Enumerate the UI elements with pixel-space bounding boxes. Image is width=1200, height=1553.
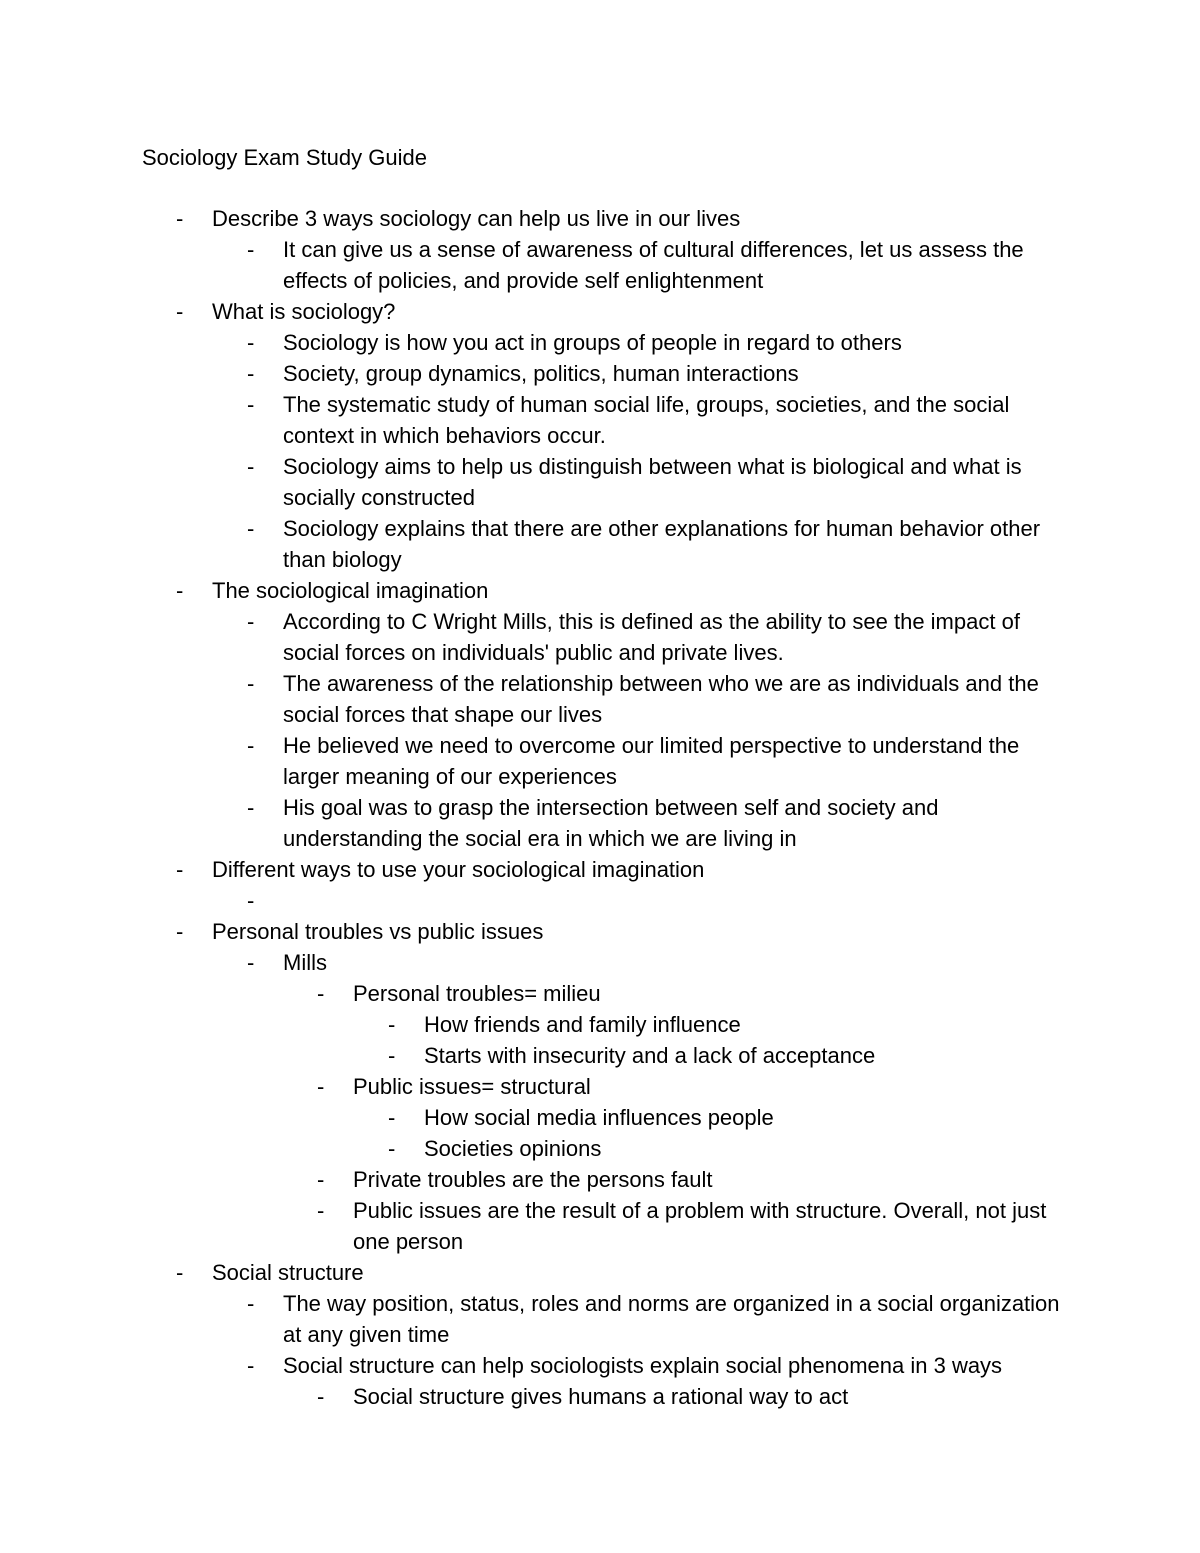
outline-item-level-1 [0, 1257, 1060, 1288]
outline-item-level-3 [0, 1381, 1060, 1412]
outline-item-text: His goal was to grasp the intersection between self and society and understanding the social era in which we are living in [283, 795, 939, 851]
bullet-dash: - [247, 950, 255, 975]
outline-item-text: Public issues are the result of a problem with structure. Overall, not just one person [353, 1198, 1047, 1254]
outline-item-level-1 [0, 296, 1060, 327]
bullet-dash: - [247, 454, 255, 479]
outline-item-level-2 [0, 606, 1060, 668]
outline-item-level-2 [0, 1350, 1060, 1381]
outline-item-level-2 [0, 885, 1060, 916]
outline-item-text: The sociological imagination [212, 578, 489, 603]
bullet-dash: - [388, 1105, 396, 1130]
bullet-dash: - [247, 1291, 255, 1316]
outline-item-level-4 [0, 1009, 1060, 1040]
outline-item-text: It can give us a sense of awareness of cultural differences, let us assess the effects of policies, and provide self enlightenment [283, 237, 1024, 293]
outline-item-text: Describe 3 ways sociology can help us live in our lives [212, 206, 741, 231]
outline-item-text: How friends and family influence [424, 1012, 741, 1037]
bullet-dash: - [388, 1043, 396, 1068]
bullet-dash: - [176, 919, 184, 944]
outline-item-level-2 [0, 792, 1060, 854]
outline-item-level-2 [0, 389, 1060, 451]
outline-item-text: Sociology is how you act in groups of people in regard to others [283, 330, 902, 355]
outline-item-level-2 [0, 947, 1060, 978]
bullet-dash: - [247, 516, 255, 541]
outline-item-text [283, 885, 1060, 916]
outline-item-level-3 [0, 1195, 1060, 1257]
outline-item-text: What is sociology? [212, 299, 396, 324]
bullet-dash: - [176, 206, 184, 231]
outline-item-level-3 [0, 978, 1060, 1009]
outline-item-text: Social structure gives humans a rational way to act [353, 1384, 849, 1409]
outline-item-text: Social structure [212, 1260, 364, 1285]
bullet-dash: - [317, 1384, 325, 1409]
outline-item-text: Sociology explains that there are other explanations for human behavior other than biology [283, 516, 1041, 572]
outline-item-text: Mills [283, 950, 327, 975]
bullet-dash: - [247, 330, 255, 355]
bullet-dash: - [247, 795, 255, 820]
outline-item-level-1 [0, 854, 1060, 885]
bullet-dash: - [176, 1260, 184, 1285]
bullet-dash: - [176, 578, 184, 603]
outline-item-text: The awareness of the relationship between who we are as individuals and the social forces that shape our lives [283, 671, 1039, 727]
outline-item-text: Starts with insecurity and a lack of acceptance [424, 1043, 876, 1068]
document-title: Sociology Exam Study Guide [142, 145, 427, 170]
bullet-outline [0, 203, 1200, 1412]
outline-item-level-4 [0, 1133, 1060, 1164]
outline-item-text: The systematic study of human social life, groups, societies, and the social context in which behaviors occur. [283, 392, 1010, 448]
bullet-dash: - [247, 361, 255, 386]
outline-item-text: Personal troubles= milieu [353, 981, 601, 1006]
outline-item-level-4 [0, 1040, 1060, 1071]
bullet-dash: - [317, 1074, 325, 1099]
outline-item-text: Societies opinions [424, 1136, 602, 1161]
bullet-dash: - [388, 1136, 396, 1161]
outline-item-text: Private troubles are the persons fault [353, 1167, 713, 1192]
outline-item-text: Personal troubles vs public issues [212, 919, 544, 944]
bullet-dash: - [388, 1012, 396, 1037]
bullet-dash: - [317, 1167, 325, 1192]
outline-item-text: Sociology aims to help us distinguish between what is biological and what is socially constructed [283, 454, 1022, 510]
outline-item-level-1 [0, 916, 1060, 947]
outline-item-text: Social structure can help sociologists explain social phenomena in 3 ways [283, 1353, 1003, 1378]
outline-item-level-2 [0, 234, 1060, 296]
bullet-dash: - [317, 981, 325, 1006]
outline-item-level-2 [0, 358, 1060, 389]
outline-item-text: Public issues= structural [353, 1074, 591, 1099]
outline-item-level-4 [0, 1102, 1060, 1133]
bullet-dash: - [317, 1198, 325, 1223]
outline-item-level-2 [0, 513, 1060, 575]
bullet-dash: - [247, 671, 255, 696]
bullet-dash: - [247, 609, 255, 634]
bullet-dash: - [247, 1353, 255, 1378]
outline-item-level-3 [0, 1071, 1060, 1102]
outline-item-level-1 [0, 575, 1060, 606]
outline-item-level-2 [0, 1288, 1060, 1350]
outline-item-text: Society, group dynamics, politics, human interactions [283, 361, 799, 386]
bullet-dash: - [176, 299, 184, 324]
outline-item-text: The way position, status, roles and norms are organized in a social organization at any given time [283, 1291, 1060, 1347]
outline-item-text: Different ways to use your sociological imagination [212, 857, 705, 882]
outline-item-level-1 [0, 203, 1060, 234]
bullet-dash: - [176, 857, 184, 882]
outline-item-text: How social media influences people [424, 1105, 774, 1130]
outline-item-level-2 [0, 451, 1060, 513]
bullet-dash: - [247, 392, 255, 417]
outline-item-level-2 [0, 668, 1060, 730]
outline-item-level-3 [0, 1164, 1060, 1195]
bullet-dash: - [247, 888, 255, 913]
outline-item-level-2 [0, 327, 1060, 358]
outline-item-text: According to C Wright Mills, this is defined as the ability to see the impact of social forces on individuals' public and private lives. [283, 609, 1020, 665]
bullet-dash: - [247, 237, 255, 262]
bullet-dash: - [247, 733, 255, 758]
outline-item-text: He believed we need to overcome our limited perspective to understand the larger meaning of our experiences [283, 733, 1020, 789]
outline-item-level-2 [0, 730, 1060, 792]
